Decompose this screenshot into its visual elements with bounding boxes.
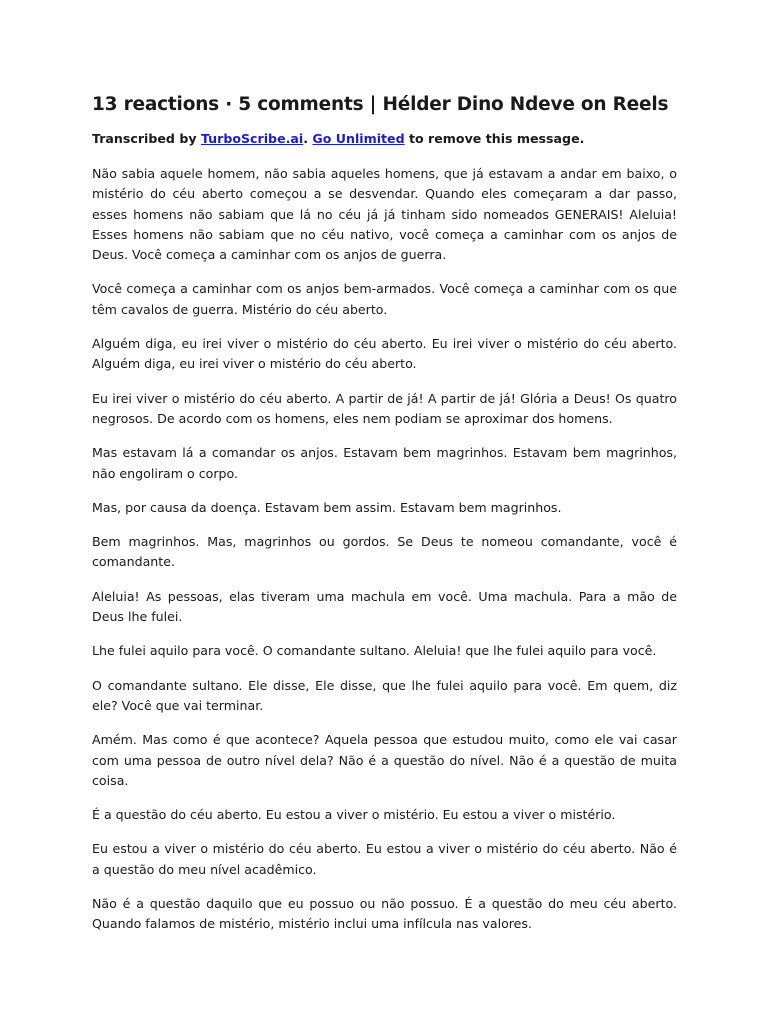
- paragraph: Eu estou a viver o mistério do céu aberto. Eu estou a viver o mistério do céu aberto. Não é a questão do meu nível acadêmico.: [92, 841, 677, 877]
- paragraph: É a questão do céu aberto. Eu estou a viver o mistério. Eu estou a viver o mistério.: [92, 807, 616, 823]
- notice-suffix: to remove this message.: [404, 131, 585, 146]
- document-page: [92, 94, 677, 949]
- paragraph: Você começa a caminhar com os anjos bem-armados. Você começa a caminhar com os que têm cavalos de guerra. Mistério do céu aberto.: [92, 281, 677, 317]
- paragraph: Mas, por causa da doença. Estavam bem assim. Estavam bem magrinhos.: [92, 499, 562, 515]
- page-title: 13 reactions · 5 comments | Hélder Dino Ndeve on Reels: [92, 94, 669, 115]
- notice-prefix: Transcribed by: [92, 131, 201, 146]
- paragraph: Bem magrinhos. Mas, magrinhos ou gordos. Se Deus te nomeou comandante, você é comandante.: [92, 534, 677, 570]
- paragraph: Eu irei viver o mistério do céu aberto. A partir de já! A partir de já! Glória a Deus! Os quatro negrosos. De acordo com os homens, eles nem podiam se aproximar dos homens.: [92, 390, 677, 426]
- notice-separator: .: [303, 131, 313, 146]
- turboscribe-link[interactable]: TurboScribe.ai: [200, 131, 304, 146]
- paragraph: Lhe fulei aquilo para você. O comandante sultano. Aleluia! que lhe fulei aquilo para você.: [92, 643, 657, 659]
- paragraph: Amém. Mas como é que acontece? Aquela pessoa que estudou muito, como ele vai casar com uma pessoa de outro nível dela? Não é a questão do nível. Não é a questão de muita coisa.: [92, 732, 677, 788]
- transcription-notice: [92, 129, 677, 149]
- paragraph: O comandante sultano. Ele disse, Ele disse, que lhe fulei aquilo para você. Em quem, diz ele? Você que vai terminar.: [92, 677, 677, 713]
- paragraph: Aleluia! As pessoas, elas tiveram uma machula em você. Uma machula. Para a mão de Deus lhe fulei.: [92, 588, 677, 625]
- go-unlimited-link[interactable]: Go Unlimited: [312, 131, 405, 146]
- paragraph: Mas estavam lá a comandar os anjos. Estavam bem magrinhos. Estavam bem magrinhos, não engoliram o corpo.: [92, 445, 677, 481]
- paragraph: Não sabia aquele homem, não sabia aqueles homens, que já estavam a andar em baixo, o mistério do céu aberto começou a se desvendar. Quando eles começaram a dar passo, esses homens não sabiam que lá no céu já já tinham sido nomeados GENERAIS! Aleluia! Esses homens não sabiam que no céu nativo, você começa a caminhar com os anjos de Deus. Você começa a caminhar com os anjos de guerra.: [92, 166, 677, 263]
- paragraph: Não é a questão daquilo que eu possuo ou não possuo. É a questão do meu céu aberto. Quando falamos de mistério, mistério inclui uma infílcula nas valores.: [92, 896, 677, 932]
- paragraph: Alguém diga, eu irei viver o mistério do céu aberto. Eu irei viver o mistério do céu aberto. Alguém diga, eu irei viver o mistério do céu aberto.: [92, 336, 677, 372]
